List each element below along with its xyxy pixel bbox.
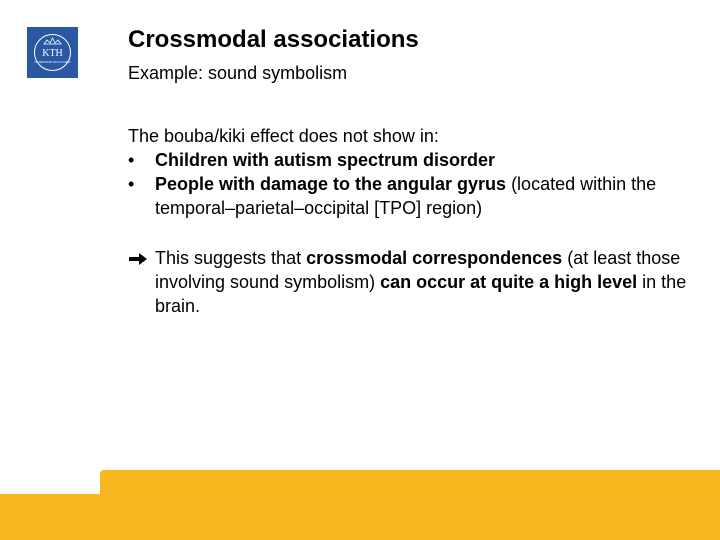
conclusion-text-2: (at least those involving sound symbolism) (155, 248, 681, 292)
conclusion-bold-1: crossmodal correspondences (306, 248, 563, 268)
conclusion-bold-2: can occur at quite a high level (380, 272, 638, 292)
bullet-marker: • (128, 174, 135, 194)
bullet-item-autism (128, 148, 688, 172)
slide-body (128, 124, 688, 318)
footer-bar-left-step (0, 494, 110, 540)
bullet-bold-text: People with damage to the angular gyrus (155, 174, 507, 194)
conclusion-text-1: This suggests that (155, 248, 307, 268)
intro-text: The bouba/kiki effect does not show in: (128, 126, 439, 146)
arrow-right-icon (128, 252, 148, 266)
bullet-list (128, 148, 688, 220)
logo-subtext: VETENSKAP OCH KONST (34, 60, 71, 64)
kth-crest-icon (27, 27, 78, 78)
footer-bar (100, 470, 720, 540)
logo-text: KTH (42, 48, 63, 59)
bullet-rest-text: (located within the temporal–parietal–occipital [TPO] region) (155, 174, 657, 218)
kth-logo (27, 27, 78, 78)
bullet-item-angular-gyrus (128, 172, 688, 220)
bullet-marker: • (128, 150, 135, 170)
bullet-bold-text: Children with autism spectrum disorder (155, 150, 496, 170)
conclusion-text-3: in the brain. (155, 272, 687, 316)
slide-subtitle: Example: sound symbolism (128, 63, 348, 83)
slide-title: Crossmodal associations (128, 26, 419, 53)
conclusion-paragraph (128, 246, 688, 318)
